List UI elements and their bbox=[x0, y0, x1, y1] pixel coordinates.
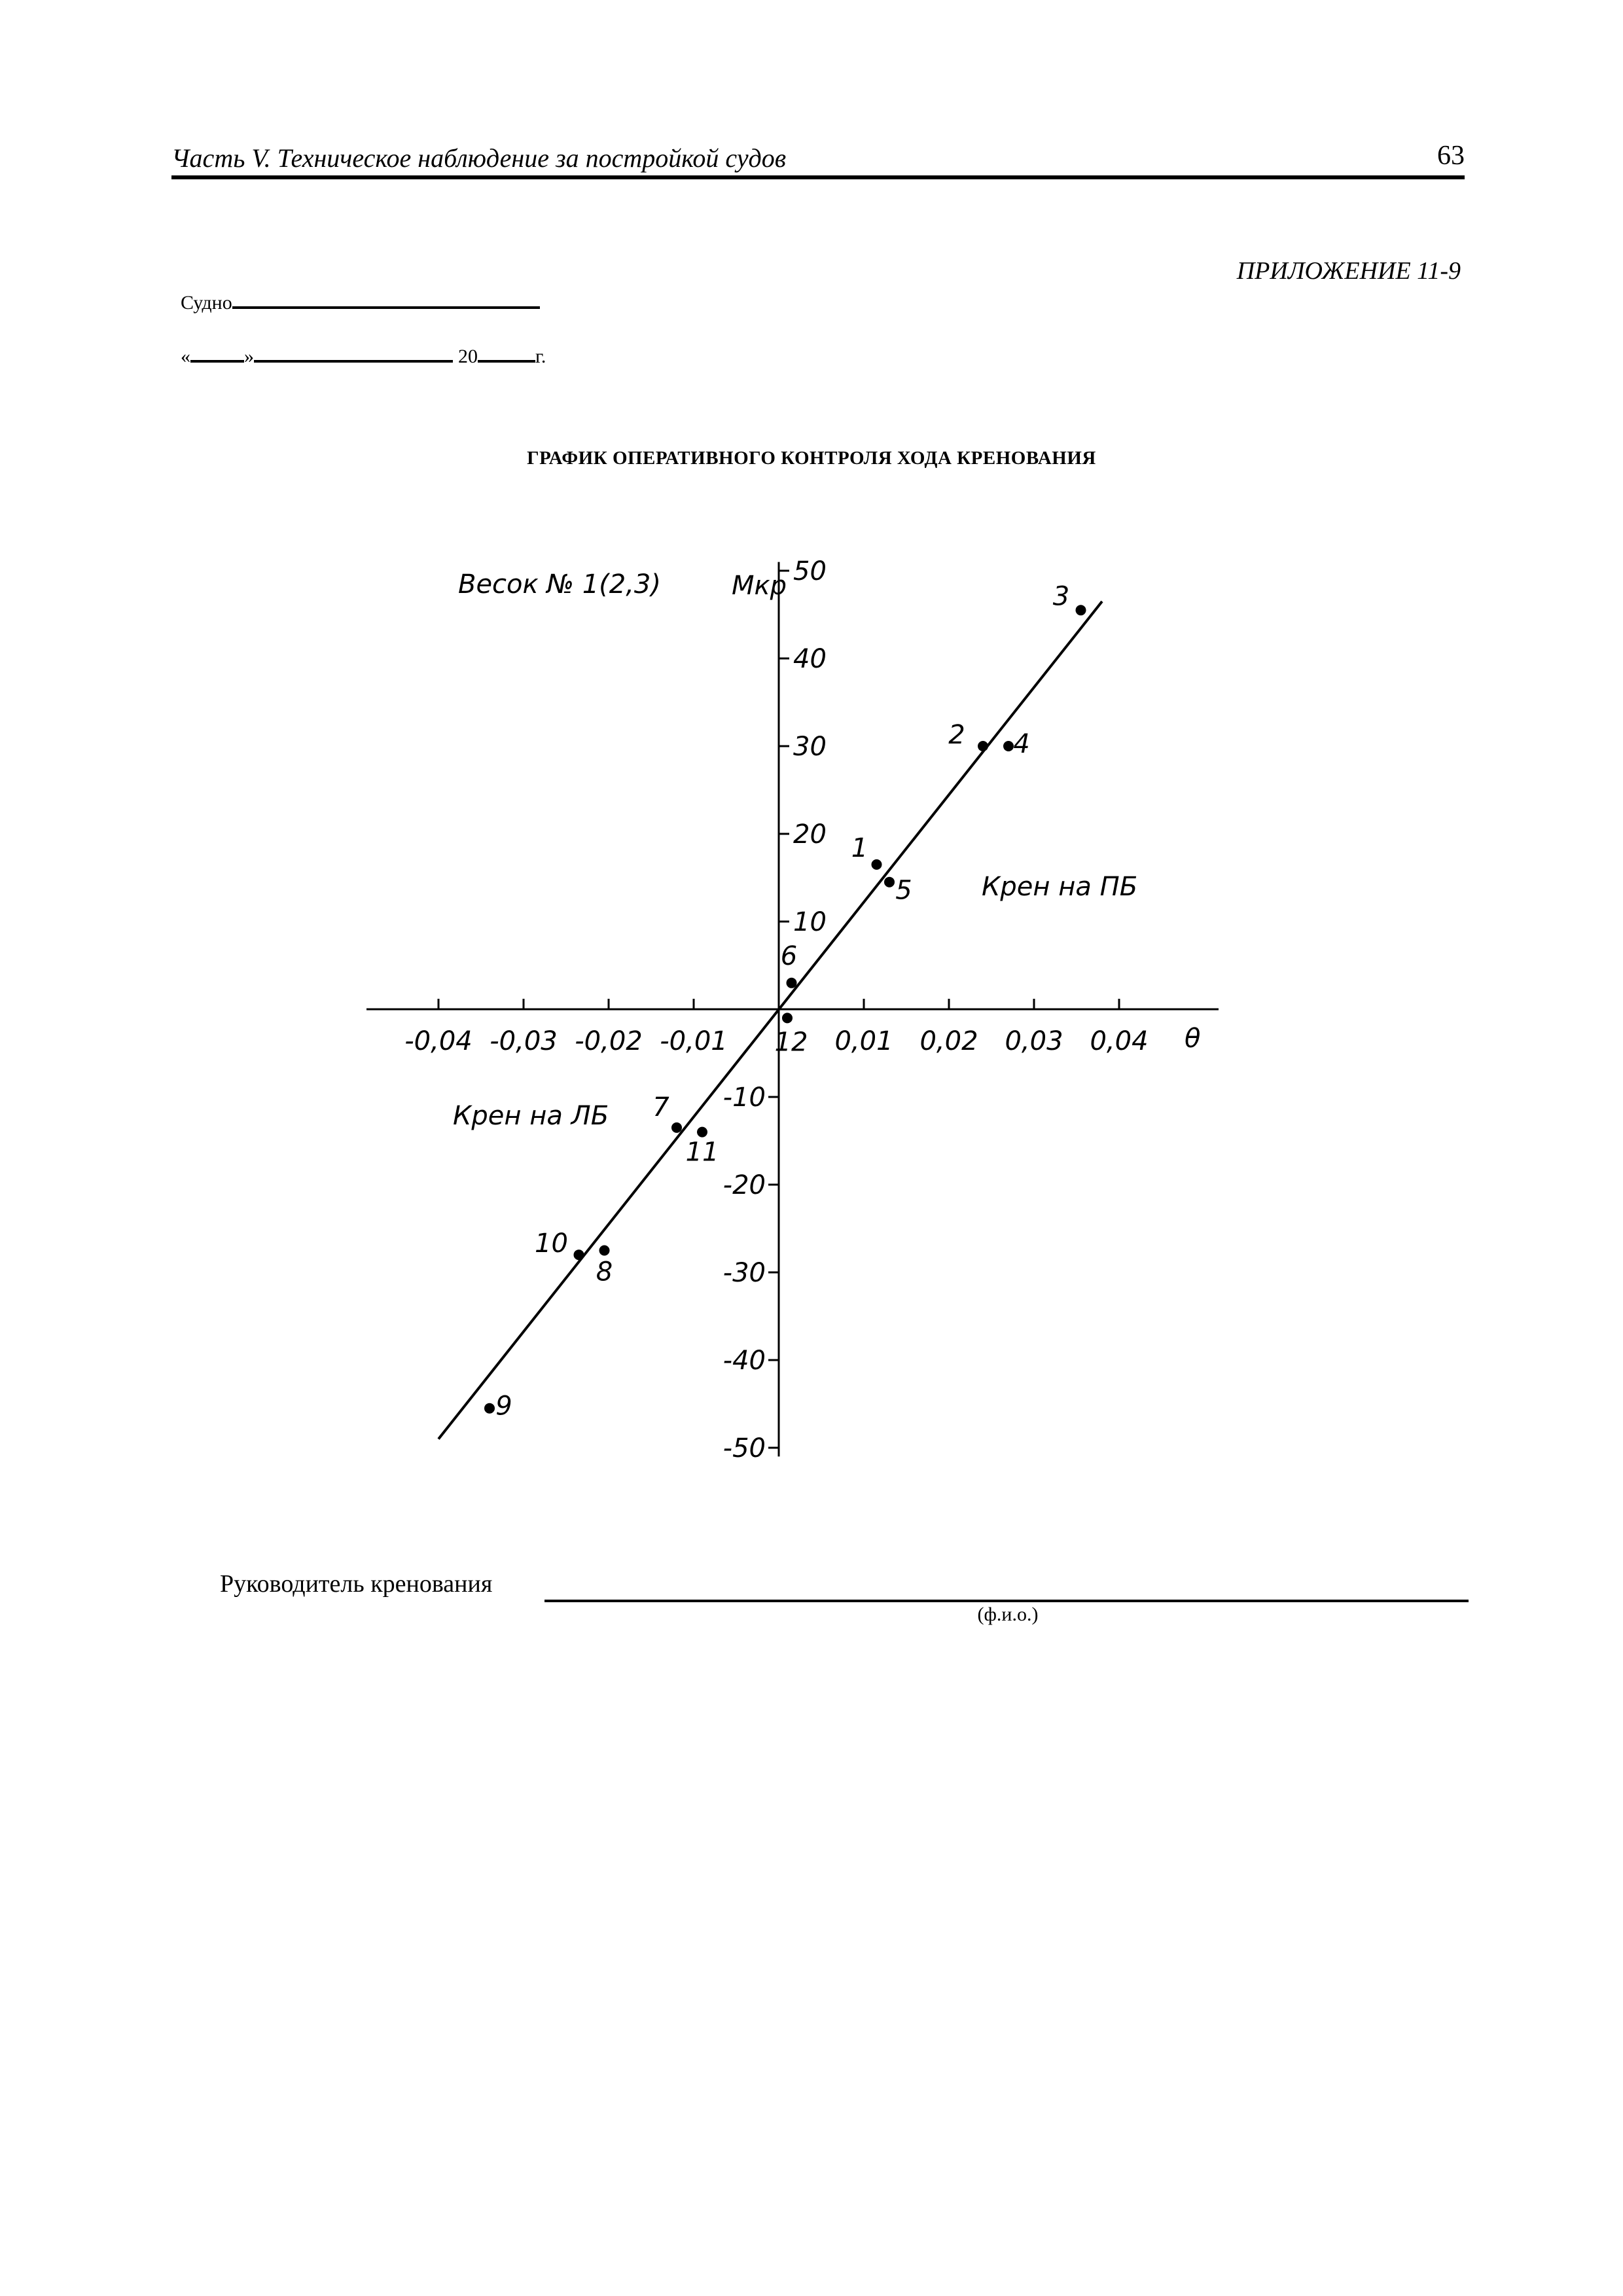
year-suffix: г. bbox=[535, 346, 546, 367]
data-point-label-6: 6 bbox=[780, 941, 798, 971]
data-point-label-9: 9 bbox=[495, 1391, 512, 1422]
data-point-9 bbox=[484, 1403, 495, 1414]
data-point-label-7: 7 bbox=[652, 1092, 669, 1122]
x-tick-label: -0,04 bbox=[404, 1026, 473, 1056]
y-tick-label: 50 bbox=[793, 556, 827, 586]
data-point-label-10: 10 bbox=[535, 1229, 568, 1259]
x-axis-label: θ bbox=[1185, 1024, 1201, 1054]
vessel-label: Судно bbox=[181, 292, 232, 314]
x-tick-label: -0,03 bbox=[490, 1026, 558, 1056]
annotation-starboard-heel: Крен на ПБ bbox=[982, 872, 1138, 902]
fit-line bbox=[438, 601, 1102, 1439]
data-point-label-4: 4 bbox=[1013, 729, 1030, 759]
data-point-8 bbox=[599, 1246, 610, 1256]
y-tick-label: 20 bbox=[793, 819, 827, 850]
chart-title: ГРАФИК ОПЕРАТИВНОГО КОНТРОЛЯ ХОДА КРЕНОВАНИЯ bbox=[527, 448, 1096, 469]
data-point-1 bbox=[872, 859, 882, 870]
chart-axes bbox=[366, 562, 1219, 1457]
data-point-label-5: 5 bbox=[895, 875, 912, 906]
data-point-label-8: 8 bbox=[596, 1257, 613, 1287]
y-tick-label: -50 bbox=[722, 1433, 766, 1463]
data-point-11 bbox=[697, 1127, 707, 1138]
signature-label: Руководитель кренования bbox=[220, 1570, 493, 1598]
x-tick-label: 0,04 bbox=[1090, 1026, 1149, 1056]
data-point-12 bbox=[782, 1013, 793, 1023]
y-tick-label: 30 bbox=[793, 732, 827, 762]
data-point-label-1: 1 bbox=[851, 833, 868, 863]
y-tick-label: -10 bbox=[722, 1083, 766, 1113]
fit-line-group bbox=[438, 601, 1102, 1439]
data-point-label-12: 12 bbox=[774, 1027, 808, 1058]
y-tick-label: -30 bbox=[722, 1258, 766, 1288]
y-tick-label: 40 bbox=[793, 644, 827, 674]
x-tick-label: 0,01 bbox=[834, 1026, 893, 1056]
data-point-2 bbox=[978, 741, 988, 751]
annotation-port-heel: Крен на ЛБ bbox=[453, 1101, 609, 1131]
data-point-7 bbox=[671, 1122, 682, 1133]
y-tick-label: -40 bbox=[722, 1346, 766, 1376]
data-point-label-2: 2 bbox=[948, 720, 965, 750]
page-number: 63 bbox=[1437, 141, 1465, 171]
appendix-label: ПРИЛОЖЕНИЕ 11-9 bbox=[1236, 257, 1461, 285]
date-close-quote: » bbox=[244, 346, 254, 367]
data-point-6 bbox=[787, 978, 797, 988]
data-point-10 bbox=[574, 1249, 584, 1260]
header-title: Часть V. Техническое наблюдение за постройкой судов bbox=[171, 143, 787, 173]
data-point-3 bbox=[1076, 605, 1086, 615]
chart-weight-title: Весок № 1(2,3) bbox=[458, 569, 661, 600]
y-tick-label: -20 bbox=[722, 1170, 766, 1200]
data-point-label-3: 3 bbox=[1052, 581, 1070, 612]
signature-caption: (ф.и.о.) bbox=[977, 1604, 1039, 1625]
y-tick-label: 10 bbox=[793, 907, 827, 937]
signature-input-line[interactable] bbox=[544, 1600, 1469, 1602]
date-open-quote: « bbox=[181, 346, 190, 367]
data-point-5 bbox=[884, 877, 895, 888]
y-axis-label: Mкр bbox=[732, 571, 787, 601]
x-tick-label: -0,02 bbox=[575, 1026, 643, 1056]
data-point-4 bbox=[1003, 741, 1014, 751]
data-point-label-11: 11 bbox=[685, 1137, 719, 1168]
x-tick-label: -0,01 bbox=[660, 1026, 728, 1056]
year-prefix: 20 bbox=[458, 346, 478, 367]
x-tick-label: 0,02 bbox=[919, 1026, 978, 1056]
x-tick-label: 0,03 bbox=[1005, 1026, 1063, 1056]
